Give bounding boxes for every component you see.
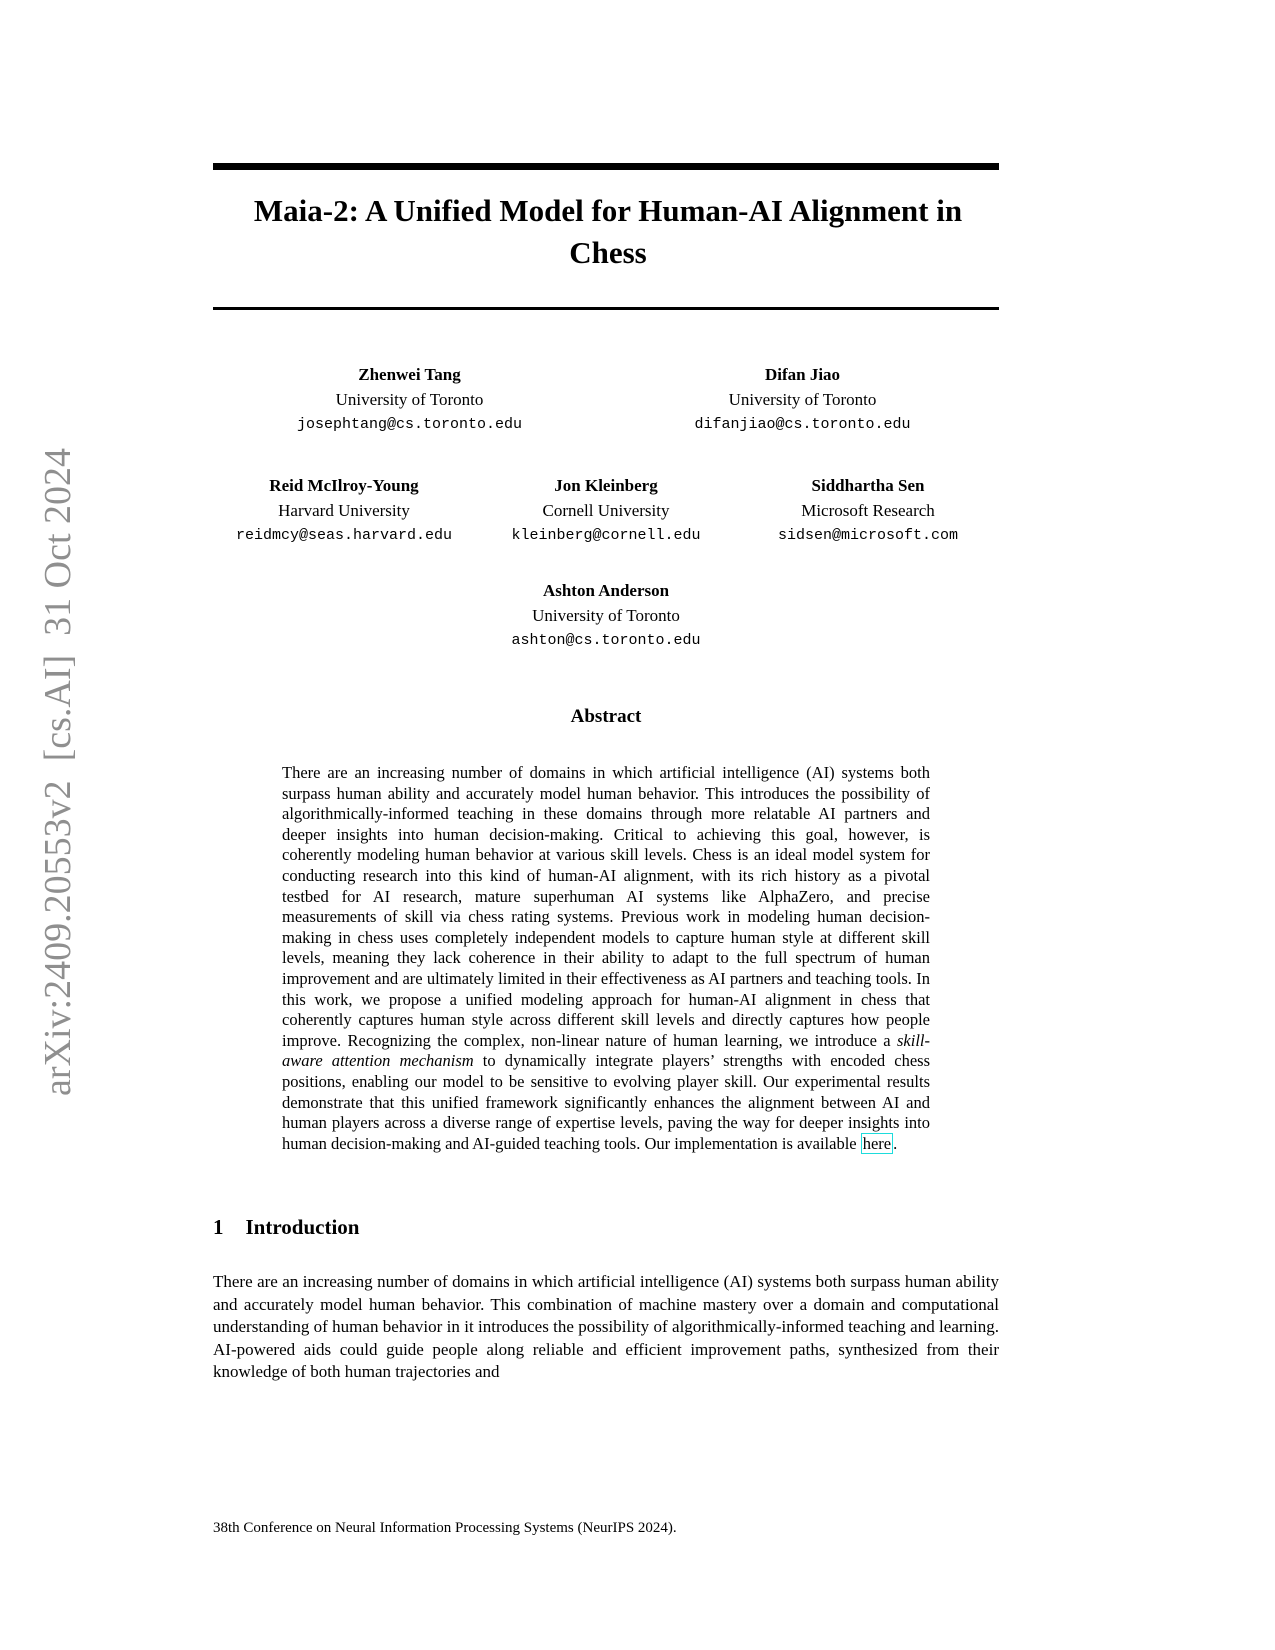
author-block xyxy=(213,362,606,437)
authors-row-3 xyxy=(213,578,999,653)
conference-footnote: 38th Conference on Neural Information Processing Systems (NeurIPS 2024). xyxy=(213,1520,677,1536)
abstract-text-1: There are an increasing number of domains in which artificial intelligence (AI) systems both surpass human ability and accurately model human behavior. This introduces the possibility of algorithmically-informed teaching in these domains through more relatable AI partners and deeper insights into human decision-making. Critical to achieving this goal, however, is coherently modeling human behavior at various skill levels. Chess is an ideal model system for conducting research into this kind of human-AI alignment, with its rich history as a pivotal testbed for AI research, mature superhuman AI systems like AlphaZero, and precise measurements of skill via chess rating systems. Previous work in modeling human decision-making in chess uses completely independent models to capture human style at different skill levels, meaning they lack coherence in their ability to adapt to the full spectrum of human improvement and are ultimately limited in their effectiveness as AI partners and teaching tools. In this work, we propose a unified modeling approach for human-AI alignment in chess that coherently captures human style across different skill levels and directly captures how people improve. Recognizing the complex, non-linear nature of human learning, we introduce a xyxy=(282,763,930,1050)
author-block xyxy=(606,362,999,437)
author-email: josephtang@cs.toronto.edu xyxy=(296,416,523,433)
author-block xyxy=(737,473,999,548)
arxiv-watermark: arXiv:2409.20553v2 [cs.AI] 31 Oct 2024 xyxy=(37,447,79,1097)
author-affiliation: University of Toronto xyxy=(335,390,484,409)
author-block xyxy=(213,473,475,548)
implementation-link[interactable]: here xyxy=(862,1133,892,1153)
section-heading-introduction xyxy=(213,1214,999,1241)
paper-content xyxy=(213,0,999,1383)
author-block xyxy=(475,473,737,548)
author-email: reidmcy@seas.harvard.edu xyxy=(235,527,453,544)
author-affiliation: University of Toronto xyxy=(532,606,680,625)
abstract-text-2: to dynamically integrate players’ strengths with encoded chess positions, enabling our model to be sensitive to evolving player skill. Our experimental results demonstrate that this unified framework significantly enhances the alignment between AI and human players across a diverse range of expertise levels, paving the way for deeper insights into human decision-making and AI-guided teaching tools. Our implementation is available xyxy=(282,1051,930,1153)
author-affiliation: Microsoft Research xyxy=(801,501,935,520)
paper-title: Maia-2: A Unified Model for Human-AI Alignment in Chess xyxy=(253,193,963,270)
author-affiliation: University of Toronto xyxy=(728,390,877,409)
abstract-body xyxy=(282,763,930,1154)
author-email: sidsen@microsoft.com xyxy=(777,527,959,544)
author-email: difanjiao@cs.toronto.edu xyxy=(694,416,911,433)
abstract-italic-term: skill-aware attention mechanism xyxy=(282,1030,930,1071)
author-block xyxy=(213,578,999,653)
author-name: Ashton Anderson xyxy=(542,581,670,600)
author-name: Difan Jiao xyxy=(764,365,841,384)
introduction-paragraph: There are an increasing number of domains in which artificial intelligence (AI) systems both surpass human ability and accurately model human behavior. This combination of machine mastery over a domain and computational understanding of human behavior in it introduces the possibility of algorithmically-informed teaching and learning. AI-powered aids could guide people along reliable and efficient improvement paths, synthesized from their knowledge of both human trajectories and xyxy=(213,1272,999,1381)
section-number: 1 xyxy=(213,1215,224,1240)
author-name: Jon Kleinberg xyxy=(554,476,658,495)
author-email: ashton@cs.toronto.edu xyxy=(511,632,701,649)
title-rule-bottom xyxy=(213,307,999,310)
authors-row-2 xyxy=(213,473,999,548)
section-title: Introduction xyxy=(245,1215,360,1240)
authors-row-1 xyxy=(213,362,999,437)
author-name: Zhenwei Tang xyxy=(358,365,461,384)
author-name: Reid McIlroy-Young xyxy=(269,476,419,495)
author-name: Siddhartha Sen xyxy=(811,476,925,495)
abstract-text-3: . xyxy=(893,1133,898,1153)
title-rule-top xyxy=(213,163,999,170)
author-affiliation: Harvard University xyxy=(278,501,410,520)
abstract-heading: Abstract xyxy=(570,706,642,727)
author-email: kleinberg@cornell.edu xyxy=(511,527,701,544)
author-affiliation: Cornell University xyxy=(542,501,670,520)
